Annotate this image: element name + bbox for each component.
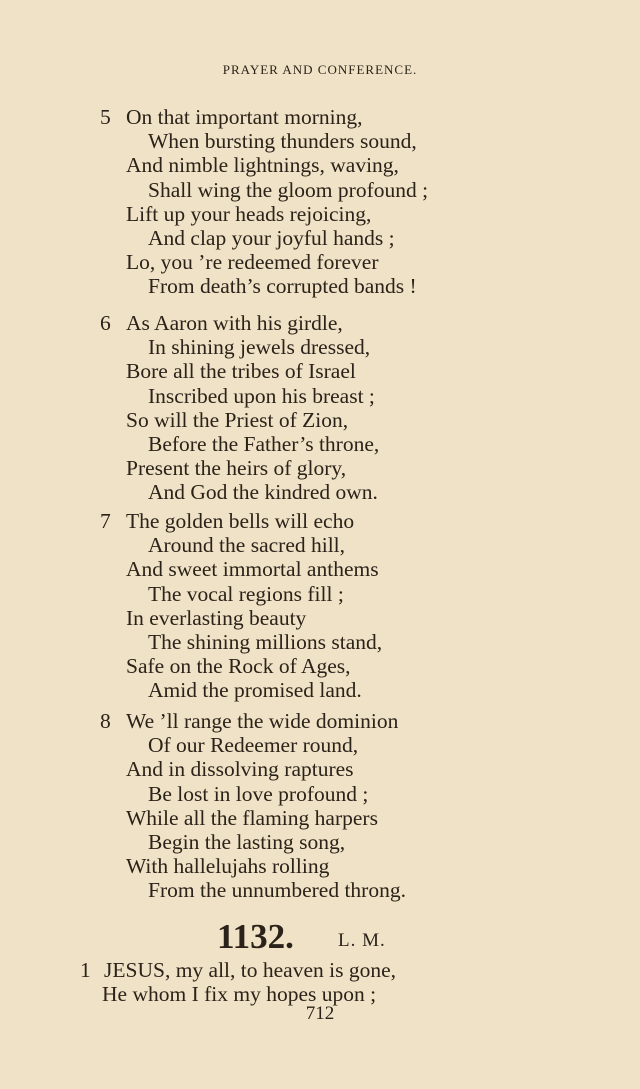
verse-line: And sweet immortal anthems xyxy=(126,557,379,582)
verse-line: In everlasting beauty xyxy=(126,605,307,630)
stanza-8 xyxy=(100,709,406,903)
stanza-number: 1 xyxy=(80,958,91,982)
page-number: 712 xyxy=(305,1003,335,1024)
verse-line: Amid the promised land. xyxy=(148,678,362,703)
verse-line: Lift up your heads rejoicing, xyxy=(126,201,372,226)
hymn-header xyxy=(0,915,640,959)
verse-line: He whom I fix my hopes upon ; xyxy=(102,982,377,1007)
verse-line: And clap your joyful hands ; xyxy=(148,225,395,250)
verse-line: Begin the lasting song, xyxy=(148,829,346,854)
verse-line: Present the heirs of glory, xyxy=(126,456,347,481)
stanza-number: 6 xyxy=(100,311,111,335)
verse-line: Around the sacred hill, xyxy=(148,533,346,558)
verse-line: 8 We ’ll range the wide dominion xyxy=(100,709,399,733)
verse-line: 5 On that important morning, xyxy=(100,105,363,129)
verse-line: Inscribed upon his breast ; xyxy=(148,383,375,408)
verse-line: 6 As Aaron with his girdle, xyxy=(100,311,343,335)
verse-line: So will the Priest of Zion, xyxy=(126,407,349,432)
verse-line: The shining millions stand, xyxy=(148,629,383,654)
verse-line: 1 JESUS, my all, to heaven is gone, xyxy=(80,958,397,982)
stanza-number: 8 xyxy=(100,709,111,733)
hymn-number: 1132. xyxy=(217,917,294,956)
verse-line: From death’s corrupted bands ! xyxy=(148,274,417,299)
verse-line: And in dissolving raptures xyxy=(126,757,354,782)
running-head: PRAYER AND CONFERENCE. xyxy=(222,62,418,77)
verse-line: In shining jewels dressed, xyxy=(148,335,371,360)
verse-line: Be lost in love profound ; xyxy=(148,781,369,806)
verse-line: While all the flaming harpers xyxy=(126,805,378,830)
verse-line: The vocal regions fill ; xyxy=(148,581,344,606)
verse-line: From the unnumbered throng. xyxy=(148,878,406,903)
verse-line: Before the Father’s throne, xyxy=(148,431,380,456)
stanza-7 xyxy=(100,509,382,703)
verse-line: And God the kindred own. xyxy=(148,480,378,505)
verse-line: And nimble lightnings, waving, xyxy=(126,153,399,178)
verse-line: With hallelujahs rolling xyxy=(126,854,330,879)
verse-line: Bore all the tribes of Israel xyxy=(126,359,356,384)
stanza-1 xyxy=(80,958,396,1006)
verse-line: 7 The golden bells will echo xyxy=(100,509,355,533)
stanza-number: 5 xyxy=(100,105,111,129)
verse-line: Safe on the Rock of Ages, xyxy=(126,654,351,679)
verse-line: Shall wing the gloom profound ; xyxy=(148,177,429,202)
hymn-meter: L. M. xyxy=(338,930,386,951)
stanza-5 xyxy=(100,105,428,299)
stanza-number: 7 xyxy=(100,509,111,533)
verse-line: Of our Redeemer round, xyxy=(148,733,359,758)
verse-line: Lo, you ’re redeemed forever xyxy=(126,250,379,275)
verse-line: When bursting thunders sound, xyxy=(148,129,417,154)
stanza-6 xyxy=(100,311,379,505)
